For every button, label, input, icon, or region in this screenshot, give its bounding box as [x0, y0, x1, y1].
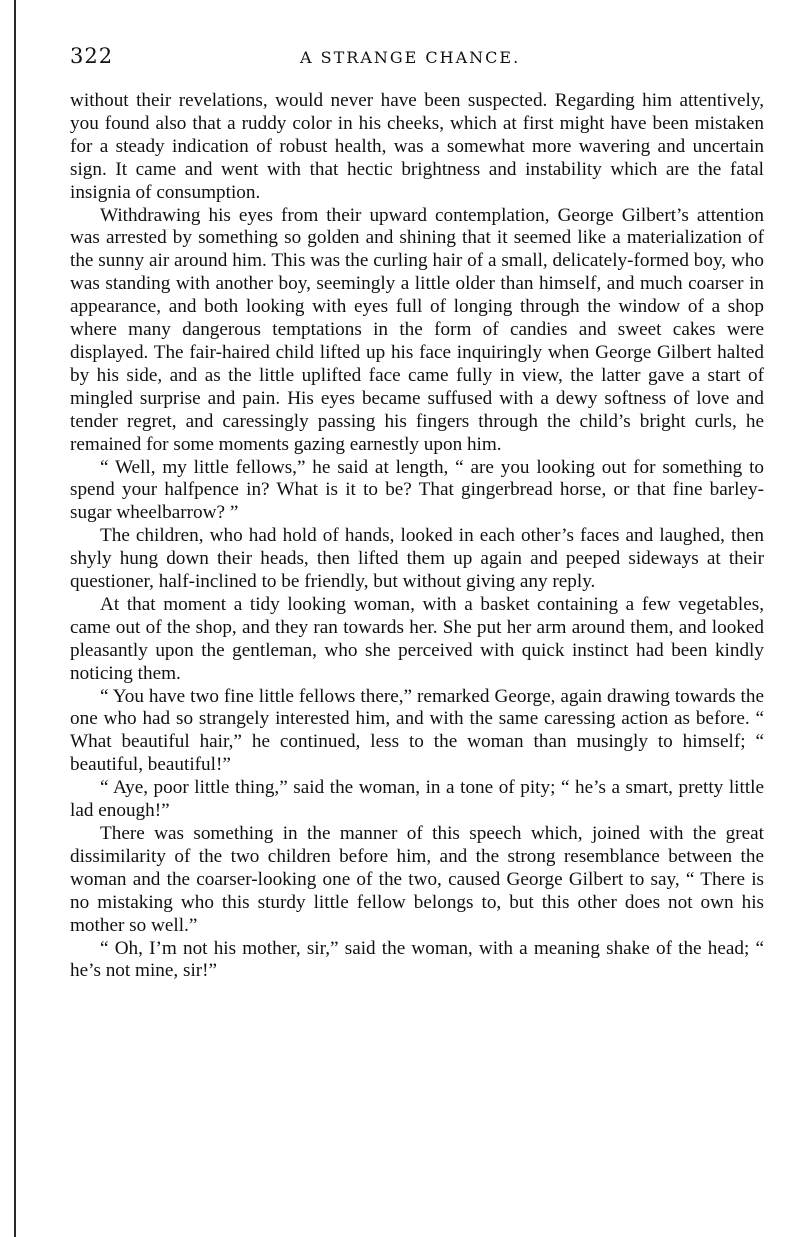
paragraph: “ Oh, I’m not his mother, sir,” said the woman, with a meaning shake of the head; “ he’s not mine, sir!” [70, 937, 764, 982]
page-edge-rule [14, 0, 16, 1237]
paragraph: “ Aye, poor little thing,” said the woman, in a tone of pity; “ he’s a smart, pretty little lad enough!” [70, 777, 764, 822]
paragraph: without their revelations, would never have been suspected. Regarding him attentively, you found also that a ruddy color in his cheeks, which at first might have been mistaken for a steady indication of robust health, was a somewhat more wavering and uncertain sign. It came and went with that hectic brightness and instability which are the fatal insignia of consumption. [70, 90, 764, 203]
paragraph: The children, who had hold of hands, looked in each other’s faces and laughed, then shyly hung down their heads, then lifted them up again and peeped sideways at their questioner, half-inclined to be friendly, but without giving any reply. [70, 525, 764, 593]
paragraph: “ You have two fine little fellows there,” remarked George, again drawing towards the one who had so strangely interested him, and with the same caressing action as before. “ What beautiful hair,” he continued, less to the woman than musingly to himself; “ beautiful, beautiful!” [70, 685, 764, 776]
page-number: 322 [70, 44, 114, 68]
page-header [70, 44, 770, 74]
paragraph: At that moment a tidy looking woman, with a basket containing a few vegetables, came out of the shop, and they ran towards her. She put her arm around them, and looked pleasantly upon the gentleman, who she perceived with quick instinct had been kindly noticing them. [70, 593, 764, 684]
paragraph: Withdrawing his eyes from their upward contemplation, George Gilbert’s attention was arrested by something so golden and shining that it seemed like a materialization of the sunny air around him. This was the curling hair of a small, delicately-formed boy, who was standing with another boy, seemingly a little older than himself, and much coarser in appearance, and both looking with eyes full of longing through the window of a shop where many dangerous temptations in the form of candies and sweet cakes were displayed. The fair-haired child lifted up his face inquiringly when George Gilbert halted by his side, and as the little uplifted face came fully in view, the latter gave a start of mingled surprise and pain. His eyes became suffused with a dewy softness of love and tender regret, and caressingly passing his fingers through the child’s bright curls, he remained for some moments gazing earnestly upon him. [70, 204, 764, 455]
body-text [70, 90, 764, 983]
paragraph: “ Well, my little fellows,” he said at length, “ are you looking out for something to spend your halfpence in? What is it to be? That gingerbread horse, or that fine barley-sugar wheelbarrow? ” [70, 456, 764, 524]
running-title: A STRANGE CHANCE. [300, 48, 521, 67]
paragraph: There was something in the manner of this speech which, joined with the great dissimilarity of the two children before him, and the strong resemblance between the woman and the coarser-looking one of the two, caused George Gilbert to say, “ There is no mistaking who this sturdy little fellow belongs to, but this other does not own his mother so well.” [70, 823, 764, 936]
